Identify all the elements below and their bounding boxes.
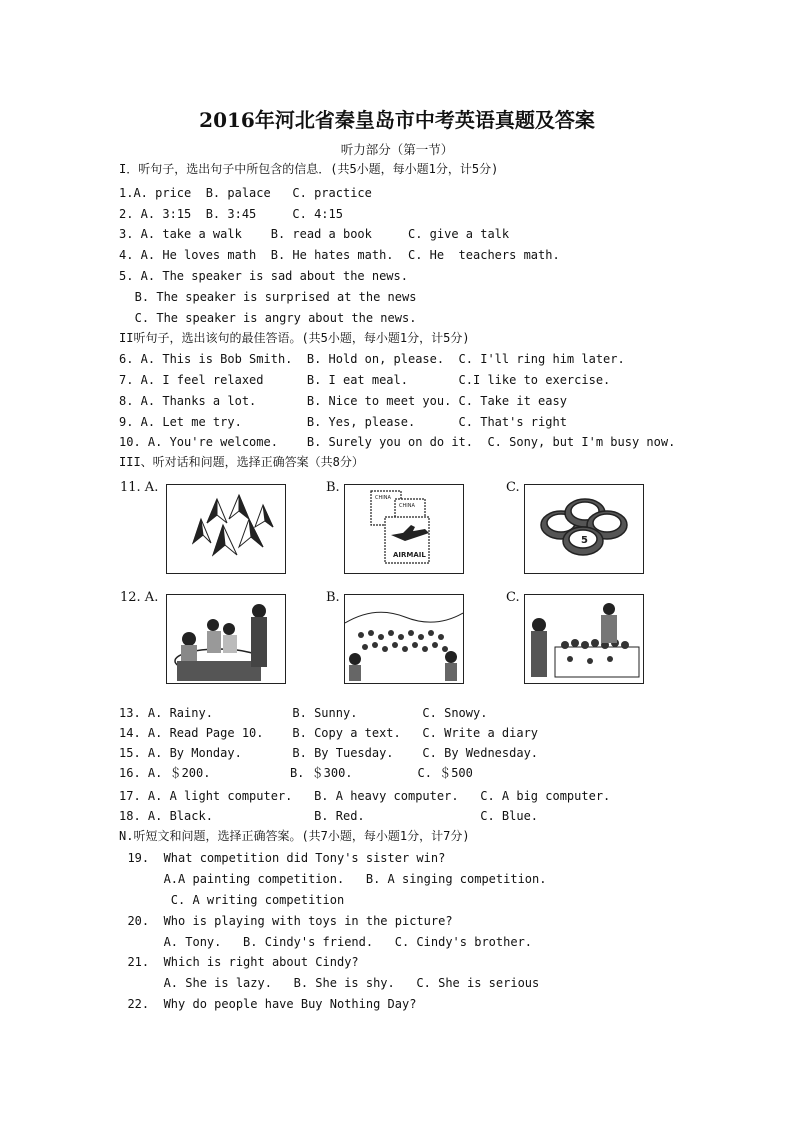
- coins-picture: [524, 484, 644, 574]
- stamp-text: CHINA: [399, 503, 415, 509]
- q11-label: 11. A.: [120, 480, 159, 495]
- section-1-heading: I．听句子，选出句子中所包含的信息．(共5小题，每小题1分，计5分): [119, 162, 499, 176]
- question-line: 22. Why do people have Buy Nothing Day?: [113, 997, 417, 1011]
- stamps-picture: [344, 484, 464, 574]
- kites-picture: [166, 484, 286, 574]
- question-line: 14. A. Read Page 10. B. Copy a text. C. Write a diary: [119, 726, 539, 740]
- person-icon: [207, 619, 219, 631]
- section-4-heading: N.听短文和问题，选择正确答案。(共7小题，每小题1分，计7分): [119, 829, 470, 843]
- picture-label-c: C.: [506, 590, 520, 605]
- section-2-heading: II听句子，选出该句的最佳答语。(共5小题，每小题1分，计5分): [119, 331, 470, 345]
- airmail-text: AIRMAIL: [393, 551, 426, 559]
- question-line: 15. A. By Monday. B. By Tuesday. C. By Wednesday.: [119, 746, 539, 760]
- question-line: A. She is lazy. B. She is shy. C. She is serious: [113, 976, 540, 990]
- picture-label-b: B.: [326, 590, 340, 605]
- picture-label-b: B.: [326, 480, 340, 495]
- q12-label: 12. A.: [120, 590, 159, 605]
- person-icon: [532, 618, 546, 632]
- question-line: 1.A. price B. palace C. practice: [119, 186, 372, 200]
- question-line: 8. A. Thanks a lot. B. Nice to meet you. C. Take it easy: [119, 394, 567, 408]
- stamp-text: CHINA: [375, 495, 391, 501]
- question-line: 10. A. You're welcome. B. Surely you on do it. C. Sony, but I'm busy now.: [119, 435, 676, 449]
- section-3-heading: III、听对话和问题，选择正确答案（共8分）: [119, 455, 364, 469]
- question-line: A. Tony. B. Cindy's friend. C. Cindy's brother.: [113, 935, 533, 949]
- seller-icon: [603, 603, 615, 615]
- question-line: 4. A. He loves math B. He hates math. C. He teachers math.: [119, 248, 560, 262]
- market-picture: [524, 594, 644, 684]
- coin-icon: [541, 499, 627, 555]
- crowd-icon: [358, 630, 448, 652]
- document-title: 2016年河北省秦皇岛市中考英语真题及答案: [199, 108, 595, 132]
- person-icon: [182, 632, 196, 646]
- picture-label-c: C.: [506, 480, 520, 495]
- question-line: 6. A. This is Bob Smith. B. Hold on, please. C. I'll ring him later.: [119, 352, 625, 366]
- question-line: 18. A. Black. B. Red. C. Blue.: [119, 809, 539, 823]
- question-line: A.A painting competition. B. A singing competition.: [113, 872, 547, 886]
- question-line: 7. A. I feel relaxed B. I eat meal. C.I like to exercise.: [119, 373, 611, 387]
- waiter-icon: [252, 604, 266, 618]
- question-line: 9. A. Let me try. B. Yes, please. C. That's right: [119, 415, 567, 429]
- question-line: B. The speaker is surprised at the news: [113, 290, 417, 304]
- coin-value: 5: [581, 535, 588, 546]
- question-line: 16. A. ＄200. B. ＄300. C. ＄500: [119, 766, 473, 780]
- question-line: 21. Which is right about Cindy?: [113, 955, 359, 969]
- question-line: 3. A. take a walk B. read a book C. give a talk: [119, 227, 510, 241]
- question-line: C. The speaker is angry about the news.: [113, 311, 417, 325]
- question-line: 13. A. Rainy. B. Sunny. C. Snowy.: [119, 706, 488, 720]
- restaurant-picture: [166, 594, 286, 684]
- question-line: 5. A. The speaker is sad about the news.: [119, 269, 408, 283]
- question-line: 2. A. 3:15 B. 3:45 C. 4:15: [119, 207, 343, 221]
- crowd-picture: [344, 594, 464, 684]
- kite-icon: [193, 495, 273, 555]
- question-line: 20. Who is playing with toys in the picture?: [113, 914, 453, 928]
- question-line: C. A writing competition: [113, 893, 345, 907]
- section-subtitle: 听力部分（第一节）: [340, 142, 454, 157]
- question-line: 17. A. A light computer. B. A heavy computer. C. A big computer.: [119, 789, 611, 803]
- question-line: 19. What competition did Tony's sister win?: [113, 851, 446, 865]
- person-icon: [223, 623, 235, 635]
